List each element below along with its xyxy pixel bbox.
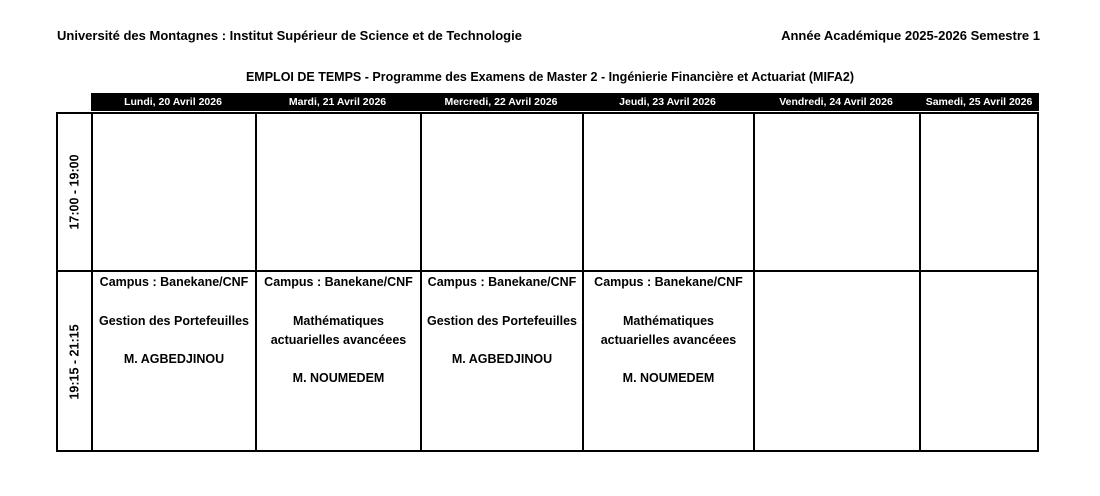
time-slot-2 — [58, 272, 92, 452]
day-header-thursday: Jeudi, 23 Avril 2026 — [619, 96, 716, 108]
session-teacher: M. NOUMEDEM — [622, 371, 715, 385]
time-slot-1 — [58, 114, 92, 270]
page-title: EMPLOI DE TEMPS - Programme des Examens de Master 2 - Ingénierie Financière et Actuariat (MIFA2) — [245, 70, 855, 84]
session-wednesday — [422, 273, 582, 369]
institution-name: Université des Montagnes : Institut Supérieur de Science et de Technologie — [57, 28, 522, 43]
academic-year: Année Académique 2025-2026 Semestre 1 — [781, 28, 1040, 43]
time-slot-label: 17:00 - 19:00 — [68, 154, 82, 230]
day-header-friday: Vendredi, 24 Avril 2026 — [779, 96, 893, 108]
day-header-wednesday: Mercredi, 22 Avril 2026 — [444, 96, 558, 108]
session-monday — [93, 273, 255, 369]
session-course: Mathématiques — [623, 314, 714, 328]
grid-divider — [753, 114, 755, 450]
session-course: Gestion des Portefeuilles — [98, 314, 250, 328]
session-course: Mathématiques — [293, 314, 384, 328]
session-campus: Campus : Banekane/CNF — [594, 275, 743, 289]
session-thursday — [584, 273, 753, 388]
session-campus: Campus : Banekane/CNF — [427, 275, 577, 289]
session-tuesday — [257, 273, 420, 388]
day-header-saturday: Samedi, 25 Avril 2026 — [925, 96, 1033, 108]
session-campus: Campus : Banekane/CNF — [264, 275, 413, 289]
session-teacher: M. AGBEDJINOU — [123, 352, 225, 366]
session-course: Gestion des Portefeuilles — [426, 314, 578, 328]
day-header-tuesday: Mardi, 21 Avril 2026 — [288, 96, 387, 108]
session-course-line2: actuarielles avancéees — [600, 333, 737, 347]
day-header-monday: Lundi, 20 Avril 2026 — [124, 96, 222, 108]
session-campus: Campus : Banekane/CNF — [99, 275, 249, 289]
time-slot-label: 19:15 - 21:15 — [68, 324, 82, 400]
session-course-line2: actuarielles avancéees — [270, 333, 407, 347]
timetable-grid — [56, 112, 1039, 452]
day-header-bar — [91, 93, 1039, 111]
grid-divider — [58, 270, 1037, 272]
session-teacher: M. NOUMEDEM — [292, 371, 385, 385]
session-teacher: M. AGBEDJINOU — [451, 352, 553, 366]
grid-divider — [919, 114, 921, 450]
